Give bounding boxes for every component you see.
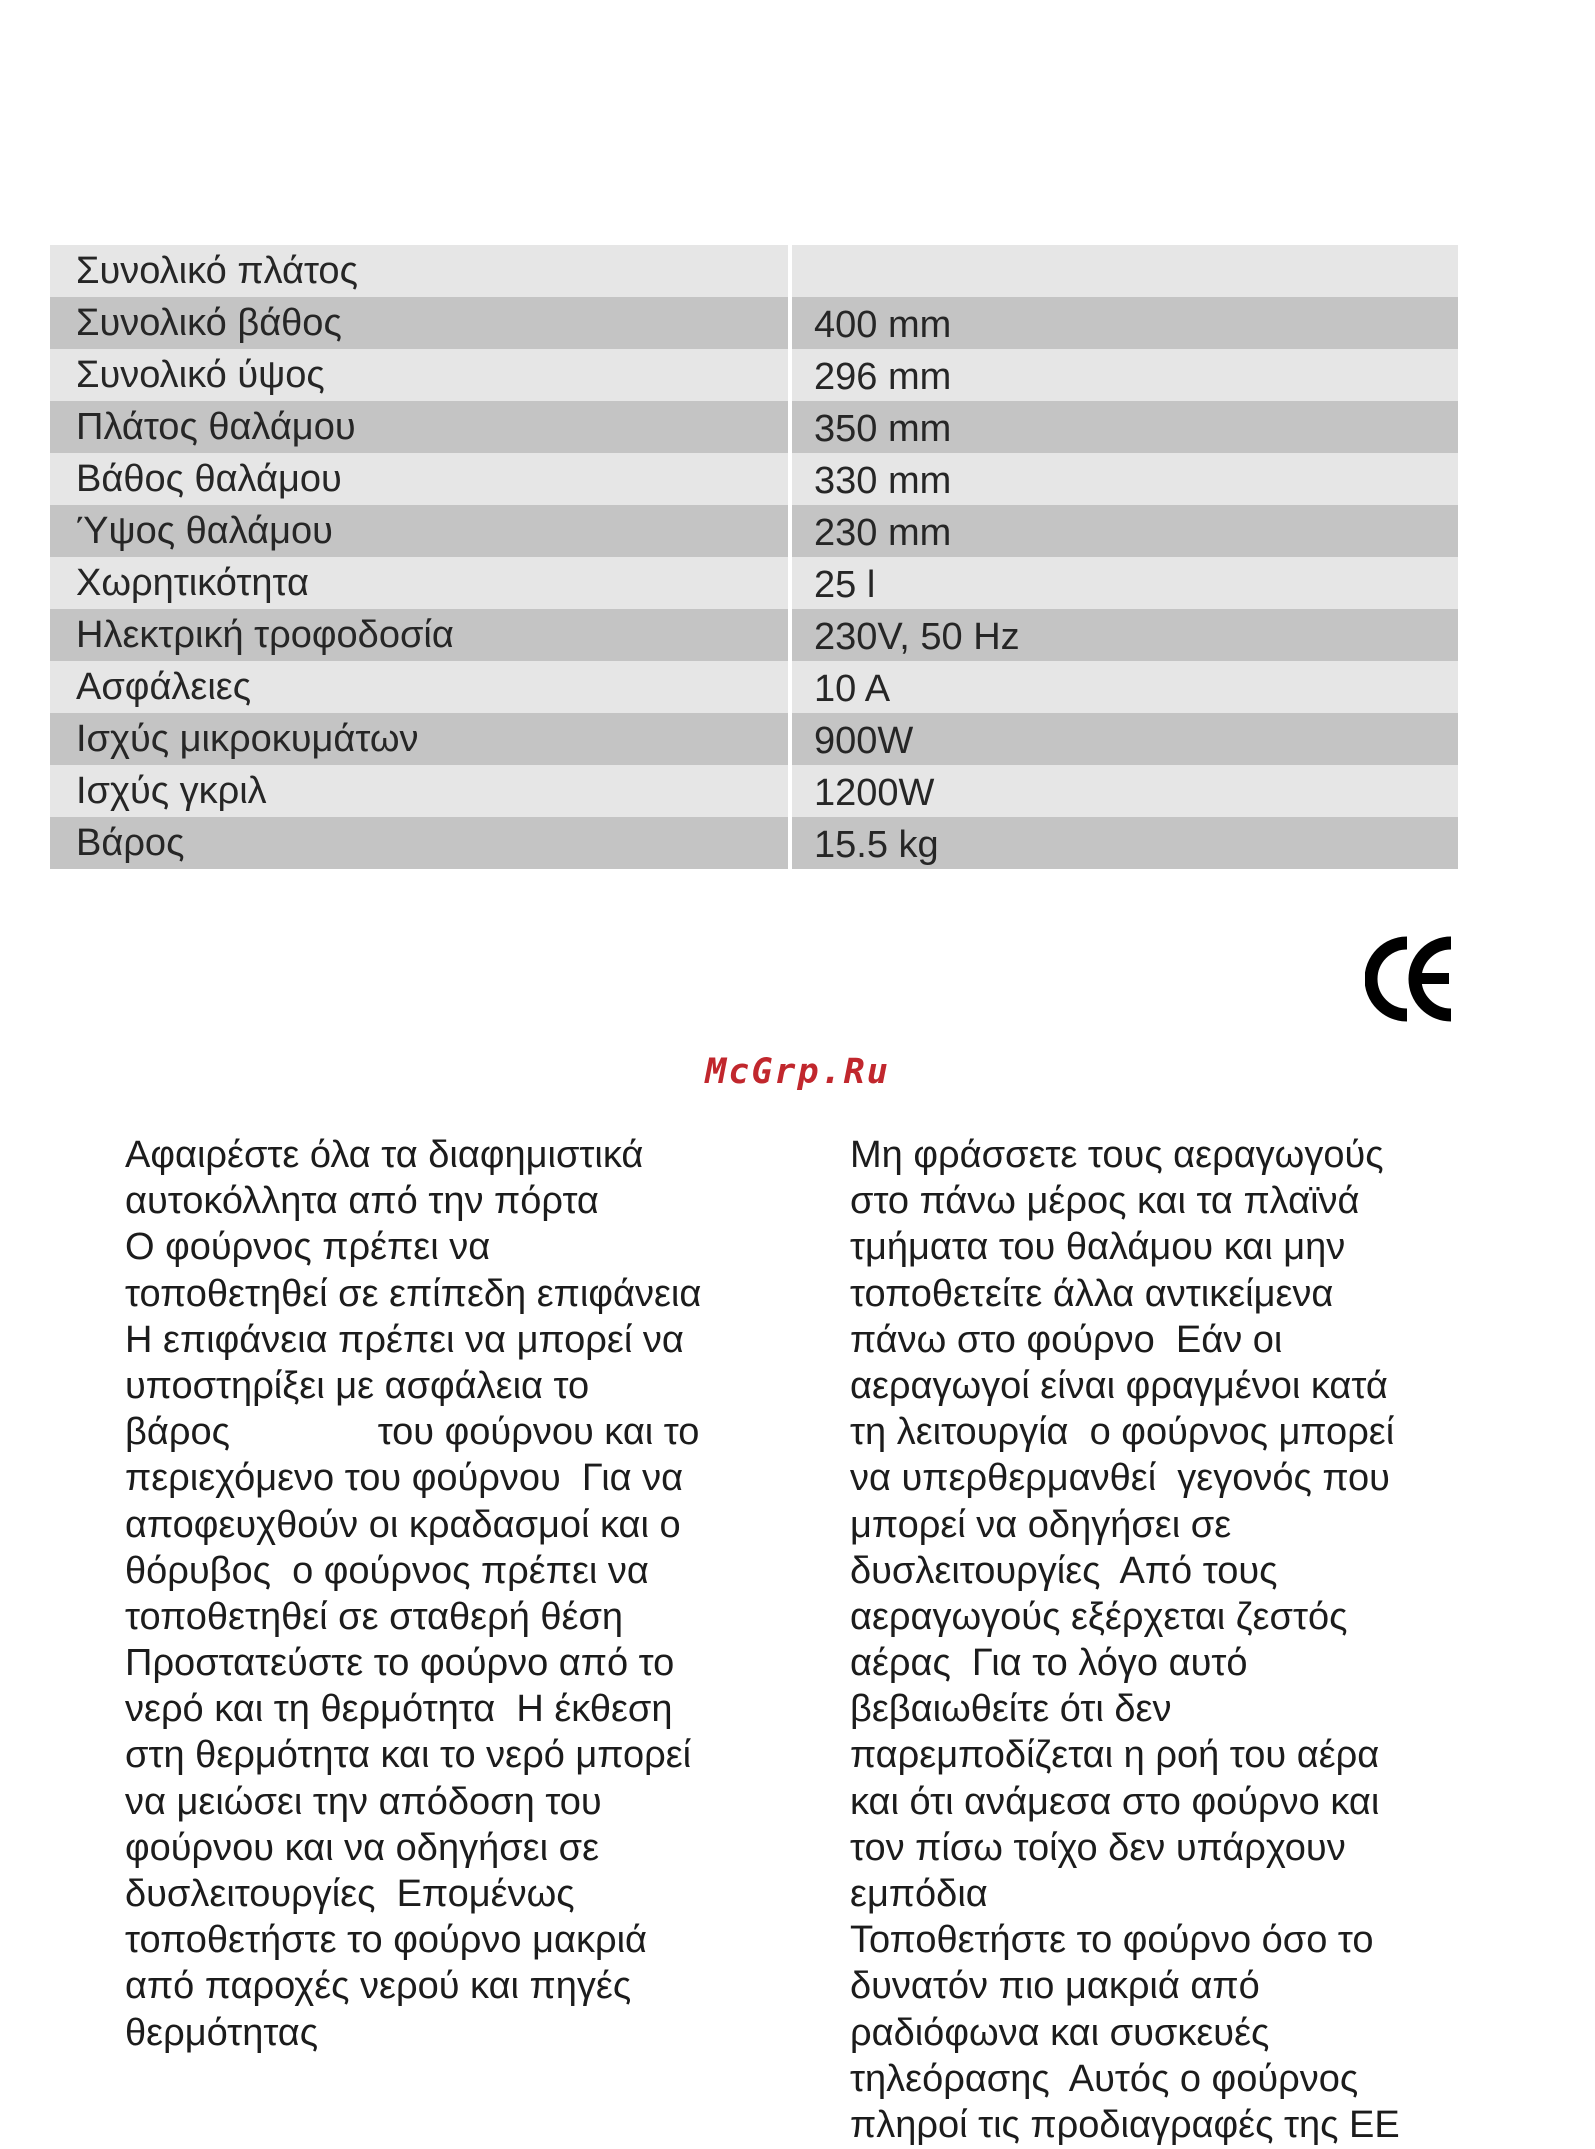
text-line: θόρυβος ο φούρνος πρέπει να (125, 1549, 649, 1592)
spec-row-microwave-power (50, 713, 1458, 765)
spec-label (50, 765, 790, 817)
text-line: τηλεόρασης Αυτός ο φούρνος (850, 2057, 1359, 2100)
text-line: Προστατεύστε το φούρνο από το (125, 1642, 675, 1685)
spec-row-cavity-height (50, 505, 1458, 557)
ce-letter-e-bar (1417, 973, 1449, 984)
text-line: θερμότητας (125, 2011, 319, 2054)
text-line: Μη φράσσετε τους αεραγωγούς (850, 1134, 1384, 1176)
spec-row-capacity (50, 557, 1458, 609)
spec-value-text: 1200W (814, 772, 935, 814)
spec-value (790, 557, 1458, 609)
text-line: αυτοκόλλητα από την πόρτα (125, 1180, 599, 1223)
text-line: στο πάνω μέρος και τα πλαϊνά (850, 1180, 1360, 1223)
text-line: αεραγωγοί είναι φραγμένοι κατά (850, 1364, 1388, 1407)
text-line: υποστηρίξει με ασφάλεια το (125, 1364, 590, 1407)
spec-label-text: Ύψος θαλάμου (76, 510, 333, 552)
text-line: τοποθετείτε άλλα αντικείμενα (850, 1272, 1334, 1315)
spec-value-text: 10 A (814, 668, 891, 710)
spec-value (790, 297, 1458, 349)
spec-value-text: 15.5 kg (814, 824, 939, 866)
right-text-column (850, 1132, 1450, 2148)
spec-label (50, 713, 790, 765)
text-line: περιεχόμενο του φούρνου Για να (125, 1457, 684, 1500)
spec-label-text: Ασφάλειες (76, 666, 252, 708)
spec-label-text: Ισχύς γκριλ (76, 770, 267, 812)
text-line: εμπόδια (850, 1873, 988, 1915)
spec-value-text: 230 mm (814, 512, 952, 554)
text-line: από παροχές νερού και πηγές (125, 1965, 632, 2008)
text-line: Τοποθετήστε το φούρνο όσο το (850, 1919, 1374, 1962)
text-line: και ότι ανάμεσα στο φούρνο και (850, 1780, 1380, 1823)
spec-label-text: Ηλεκτρική τροφοδοσία (76, 614, 454, 656)
spec-value-text: 25 l (814, 564, 876, 606)
text-line: δυνατόν πιο μακριά από (850, 1965, 1260, 2008)
spec-value (790, 453, 1458, 505)
text-line: αεραγωγούς εξέρχεται ζεστός (850, 1595, 1348, 1638)
text-line: Ο φούρνος πρέπει να (125, 1226, 491, 1269)
text-line: πάνω στο φούρνο Εάν οι (850, 1318, 1283, 1361)
spec-row-weight (50, 817, 1458, 869)
spec-label (50, 661, 790, 713)
spec-value-text: 350 mm (814, 408, 952, 450)
specifications-table-body (50, 245, 1458, 869)
text-line: να υπερθερμανθεί γεγονός που (850, 1457, 1390, 1500)
spec-value-text: 900W (814, 720, 914, 762)
text-line: νερό και τη θερμότητα Η έκθεση (125, 1688, 673, 1731)
spec-label (50, 505, 790, 557)
text-line: αέρας Για το λόγο αυτό (850, 1642, 1248, 1685)
spec-value (790, 349, 1458, 401)
spec-label-text: Πλάτος θαλάμου (76, 406, 356, 448)
text-line: τμήματα του θαλάμου και μην (850, 1226, 1346, 1269)
text-line: Αφαιρέστε όλα τα διαφημιστικά (125, 1134, 644, 1176)
spec-value-text: 400 mm (814, 304, 952, 346)
spec-label (50, 349, 790, 401)
text-line: τοποθετήστε το φούρνο μακριά (125, 1919, 647, 1962)
spec-label-text: Συνολικό βάθος (76, 302, 342, 344)
spec-value (790, 713, 1458, 765)
spec-label (50, 557, 790, 609)
spec-value (790, 505, 1458, 557)
spec-label (50, 453, 790, 505)
text-line: να μειώσει την απόδοση του (125, 1780, 602, 1823)
text-line: δυσλειτουργίες Επομένως (125, 1873, 575, 1915)
text-line: αποφευχθούν οι κραδασμοί και ο (125, 1503, 681, 1546)
spec-label-text: Ισχύς μικροκυμάτων (76, 718, 419, 760)
text-line: Η επιφάνεια πρέπει να μπορεί να (125, 1318, 684, 1361)
text-line: πληροί τις προδιαγραφές της ΕΕ (850, 2103, 1400, 2146)
spec-value (790, 609, 1458, 661)
spec-value (790, 245, 1458, 297)
spec-row-fuses (50, 661, 1458, 713)
spec-value-text: 296 mm (814, 356, 952, 398)
spec-label (50, 609, 790, 661)
spec-row-overall-height (50, 349, 1458, 401)
ce-mark-icon (1365, 935, 1455, 1023)
text-line: τοποθετηθεί σε επίπεδη επιφάνεια (125, 1272, 702, 1315)
spec-row-overall-depth (50, 297, 1458, 349)
spec-row-cavity-width (50, 401, 1458, 453)
spec-label (50, 401, 790, 453)
spec-value (790, 661, 1458, 713)
text-line: ραδιόφωνα και συσκευές (850, 2011, 1270, 2054)
text-line: μπορεί να οδηγήσει σε (850, 1503, 1232, 1546)
text-line: δυσλειτουργίες Από τους (850, 1549, 1278, 1592)
spec-label-text: Συνολικό ύψος (76, 354, 325, 396)
ce-letter-c (1371, 943, 1407, 1015)
spec-value-text: 330 mm (814, 460, 952, 502)
text-line: στη θερμότητα και το νερό μπορεί (125, 1734, 692, 1777)
specifications-table (50, 245, 1458, 869)
spec-label (50, 297, 790, 349)
text-line: τοποθετηθεί σε σταθερή θέση (125, 1595, 624, 1638)
text-line: τον πίσω τοίχο δεν υπάρχουν (850, 1826, 1346, 1869)
spec-label-text: Συνολικό πλάτος (76, 250, 358, 292)
text-line: τη λειτουργία ο φούρνος μπορεί (850, 1411, 1395, 1454)
spec-label-text: Βάθος θαλάμου (76, 458, 342, 500)
spec-label (50, 245, 790, 297)
text-line: βεβαιωθείτε ότι δεν (850, 1688, 1172, 1731)
spec-value (790, 765, 1458, 817)
spec-label-text: Χωρητικότητα (76, 562, 309, 604)
spec-value (790, 401, 1458, 453)
spec-row-grill-power (50, 765, 1458, 817)
text-line: βάρος του φούρνου και το (125, 1411, 700, 1454)
text-line: φούρνου και να οδηγήσει σε (125, 1826, 600, 1869)
spec-label (50, 817, 790, 869)
text-line: παρεμποδίζεται η ροή του αέρα (850, 1734, 1380, 1777)
watermark: McGrp.Ru (705, 1052, 890, 1092)
spec-row-overall-width (50, 245, 1458, 297)
spec-row-cavity-depth (50, 453, 1458, 505)
spec-value-text: 230V, 50 Hz (814, 616, 1020, 658)
left-text-column (125, 1132, 775, 2056)
spec-row-power-supply (50, 609, 1458, 661)
spec-value (790, 817, 1458, 869)
spec-label-text: Βάρος (76, 822, 185, 864)
